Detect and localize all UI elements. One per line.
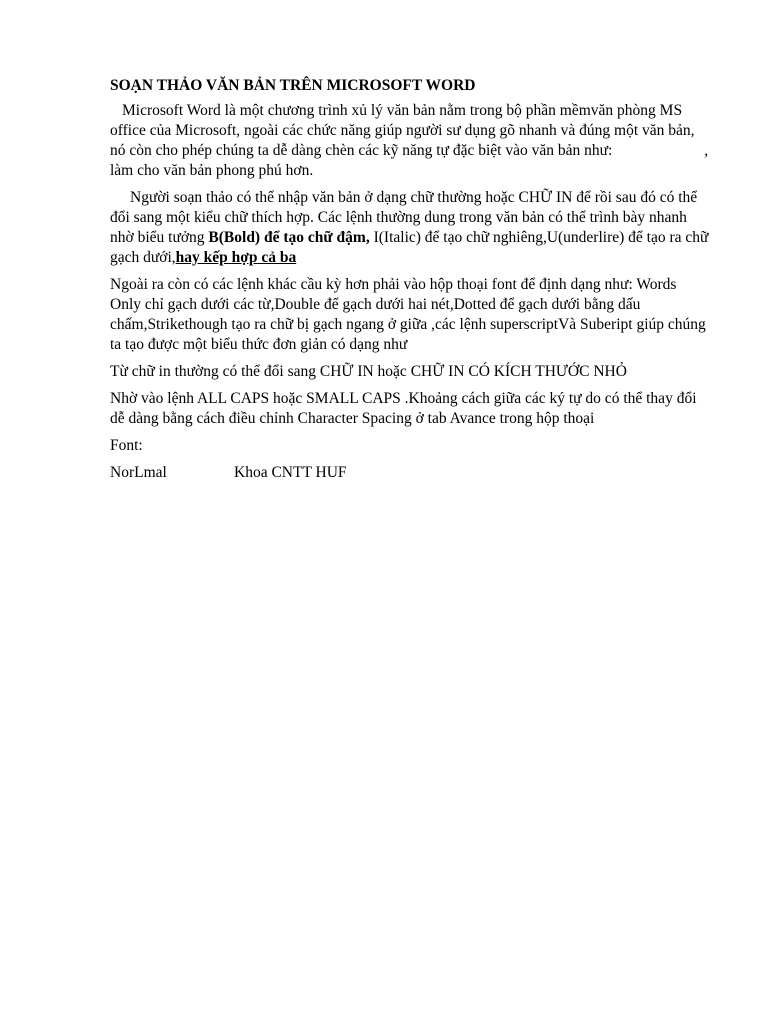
paragraph-intro bbox=[110, 101, 710, 181]
bold-example: B(Bold) để tạo chữ đậm, bbox=[208, 229, 370, 246]
paragraph-formatting bbox=[110, 188, 710, 268]
paragraph-font-dialog-text: Ngoài ra còn có các lệnh khác cầu kỳ hơn phải vào hộp thoại font để định dạng như: Words Only chỉ gạch dưới các từ,Double để gạch dưới hai nét,Dotted để gạch dưới bằng dấu chấm,Strikethough tạo ra chữ bị gạch ngang ở giữa ,các lệnh superscriptVà Subeript giúp chúng ta tạo được một biểu thức đơn giản có dạng như bbox=[110, 276, 706, 353]
paragraph-font-label: Font: bbox=[110, 437, 143, 454]
paragraph-font-dialog bbox=[110, 275, 710, 355]
document-body bbox=[110, 76, 710, 483]
paragraph-spacing: Nhờ vào lệnh ALL CAPS hoặc SMALL CAPS .Khoảng cách giữa các ký tự do có thể thay đổi dễ dàng bằng cách điều chỉnh Character Spacing ở tab Avance trong hộp thoại bbox=[110, 390, 697, 427]
footer-left-text: NorLmal bbox=[110, 464, 167, 481]
footer-right-text: Khoa CNTT HUF bbox=[234, 464, 347, 481]
paragraph-caps: Từ chữ in thường có thể đổi sang CHỮ IN hoặc CHỮ IN CÓ KÍCH THƯỚC NHỎ bbox=[110, 363, 627, 380]
paragraph-intro-text-b: , làm cho văn bản phong phú hơn. bbox=[110, 142, 709, 179]
document-title: SOẠN THẢO VĂN BẢN TRÊN MICROSOFT WORD bbox=[110, 77, 476, 94]
paragraph-intro-text-a: Microsoft Word là một chương trình xủ lý văn bản nằm trong bộ phần mềmvăn phòng MS office của Microsoft, ngoài các chức năng giúp người sư dụng gõ nhanh và đúng một văn bản, nó còn cho phép chúng ta dễ dàng chèn các kỹ năng tự đặc biệt vào văn bản như: bbox=[110, 102, 695, 159]
footer-row bbox=[110, 463, 710, 483]
paragraph-formatting-text-b: I(Italic) để tạo chữ nghiêng,U(underlire) để tạo ra chữ gạch dưới, bbox=[110, 229, 709, 266]
paragraph-formatting-text-a: Người soạn thảo có thể nhập văn bản ở dạng chữ thường hoặc CHỮ IN để rồi sau đó có thể đổi sang một kiểu chữ thích hợp. Các lệnh thường dung trong văn bản có thể trình bày nhanh nhờ biểu tưởng bbox=[110, 189, 698, 246]
bold-underline-example: hay kếp hợp cả ba bbox=[175, 249, 297, 266]
